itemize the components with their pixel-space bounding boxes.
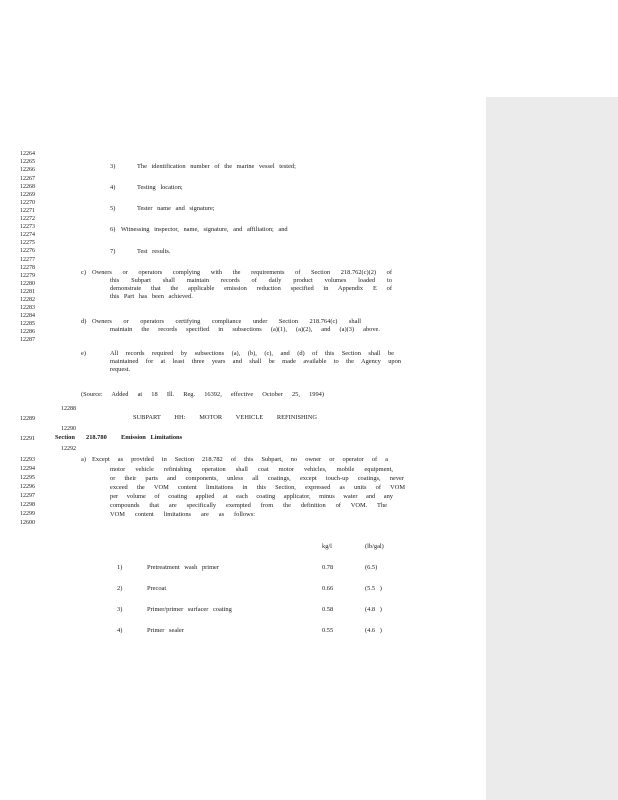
paragraph-line: Owners or operators complying with the requirements of Section 218.762(c)(2) of xyxy=(92,269,392,276)
paragraph-line: VOM content limitations are as follows: xyxy=(110,511,255,518)
table-header-kg: kg/l xyxy=(322,543,332,550)
item-number: 6) xyxy=(110,226,116,233)
paragraph-line: exceed the VOM content limitations in this Section, expressed as units of VOM xyxy=(110,484,405,491)
line-number: 12286 xyxy=(20,329,35,335)
item-number: 7) xyxy=(110,248,116,255)
line-number: 12265 xyxy=(20,159,35,165)
paragraph-line: compounds that are specifically exempted from the definition of VOM. The xyxy=(110,502,387,509)
line-number: 12268 xyxy=(20,184,35,190)
line-number: 12288 xyxy=(61,406,76,412)
table-header-lb: (lb/gal) xyxy=(365,543,384,550)
paragraph-line: Owners or operators certifying compliance under Section 218.764(c) shall xyxy=(92,318,361,325)
section-title: Emission Limitations xyxy=(121,434,183,441)
line-number: 12267 xyxy=(20,176,35,182)
paragraph-line: this Subpart shall maintain records of daily product volumes loaded to xyxy=(110,277,392,284)
row-name: Precoat xyxy=(147,585,167,592)
line-number: 12274 xyxy=(20,232,35,238)
paragraph-label: e) xyxy=(81,350,86,357)
line-number: 12289 xyxy=(20,416,35,422)
line-number: 12600 xyxy=(20,520,35,526)
line-number: 12290 xyxy=(61,426,76,432)
line-number: 12276 xyxy=(20,248,35,254)
line-number: 12272 xyxy=(20,216,35,222)
row-lb: (6.5) xyxy=(365,564,378,571)
row-name: Primer/primer surfacer coating xyxy=(147,606,232,613)
line-number: 12287 xyxy=(20,337,35,343)
line-number: 12294 xyxy=(20,466,35,472)
item-text: Testing location; xyxy=(137,184,183,191)
source-note: (Source: Added at 18 Ill. Reg. 16392, effective October 25, 1994) xyxy=(81,391,324,398)
line-number: 12293 xyxy=(20,457,35,463)
paragraph-line: motor vehicle refinishing operation shall coat motor vehicles, mobile equipment, xyxy=(110,466,393,473)
line-number: 12284 xyxy=(20,313,35,319)
row-lb: (5.5 ) xyxy=(365,585,382,592)
row-name: Primer sealer xyxy=(147,627,184,634)
section-label: Section xyxy=(55,434,75,441)
item-text: Tester name and signature; xyxy=(137,205,215,212)
line-number: 12270 xyxy=(20,200,35,206)
paragraph-line: All records required by subsections (a), (b), (c), and (d) of this Section shall be xyxy=(110,350,394,357)
comment-margin-panel xyxy=(486,97,618,800)
line-number: 12278 xyxy=(20,265,35,271)
section-number: 218.780 xyxy=(86,434,107,441)
item-text: Witnessing inspector, name, signature, and affiliation; and xyxy=(121,226,288,233)
row-kg: 0.58 xyxy=(322,606,334,613)
row-number: 2) xyxy=(117,585,123,592)
paragraph-label: c) xyxy=(81,269,86,276)
line-number: 12279 xyxy=(20,273,35,279)
subpart-heading: SUBPART HH: MOTOR VEHICLE REFINISHING xyxy=(133,414,317,421)
line-number: 12298 xyxy=(20,502,35,508)
line-number: 12281 xyxy=(20,289,35,295)
paragraph-line: this Part has been achieved. xyxy=(110,293,193,300)
item-text: Test results. xyxy=(137,248,171,255)
line-number: 12282 xyxy=(20,297,35,303)
line-number: 12299 xyxy=(20,511,35,517)
row-lb: (4.6 ) xyxy=(365,627,382,634)
line-number: 12266 xyxy=(20,167,35,173)
line-number: 12264 xyxy=(20,151,35,157)
paragraph-line: per volume of coating applied at each coating applicator, minus water and any xyxy=(110,493,393,500)
item-number: 4) xyxy=(110,184,116,191)
paragraph-line: or their parts and components, unless all coatings, except touch-up coatings, never xyxy=(110,475,404,482)
paragraph-line: maintained for at least three years and shall be made available to the Agency upon xyxy=(110,358,401,365)
paragraph-label: a) xyxy=(81,456,86,463)
row-kg: 0.66 xyxy=(322,585,334,592)
line-number: 12295 xyxy=(20,475,35,481)
paragraph-line: demonstrate that the applicable emission reduction specified in Appendix E of xyxy=(110,285,392,292)
line-number: 12280 xyxy=(20,281,35,287)
paragraph-label: d) xyxy=(81,318,87,325)
item-text: The identification number of the marine vessel tested; xyxy=(137,163,296,170)
row-number: 3) xyxy=(117,606,123,613)
row-name: Pretreatment wash primer xyxy=(147,564,220,571)
line-number: 12292 xyxy=(61,446,76,452)
line-number: 12271 xyxy=(20,208,35,214)
row-kg: 0.55 xyxy=(322,627,334,634)
row-kg: 0.78 xyxy=(322,564,334,571)
paragraph-line: Except as provided in Section 218.782 of this Subpart, no owner or operator of a xyxy=(92,456,388,463)
paragraph-line: maintain the records specified in subsections (a)(1), (a)(2), and (a)(3) above. xyxy=(110,326,380,333)
line-number: 12273 xyxy=(20,224,35,230)
item-number: 3) xyxy=(110,163,116,170)
line-number: 12297 xyxy=(20,493,35,499)
row-number: 4) xyxy=(117,627,123,634)
item-number: 5) xyxy=(110,205,116,212)
line-number: 12291 xyxy=(20,436,35,442)
line-number: 12275 xyxy=(20,240,35,246)
line-number: 12285 xyxy=(20,321,35,327)
paragraph-line: request. xyxy=(110,366,131,373)
row-lb: (4.8 ) xyxy=(365,606,382,613)
row-number: 1) xyxy=(117,564,123,571)
line-number: 12283 xyxy=(20,305,35,311)
line-number: 12296 xyxy=(20,484,35,490)
line-number: 12269 xyxy=(20,192,35,198)
line-number: 12277 xyxy=(20,257,35,263)
